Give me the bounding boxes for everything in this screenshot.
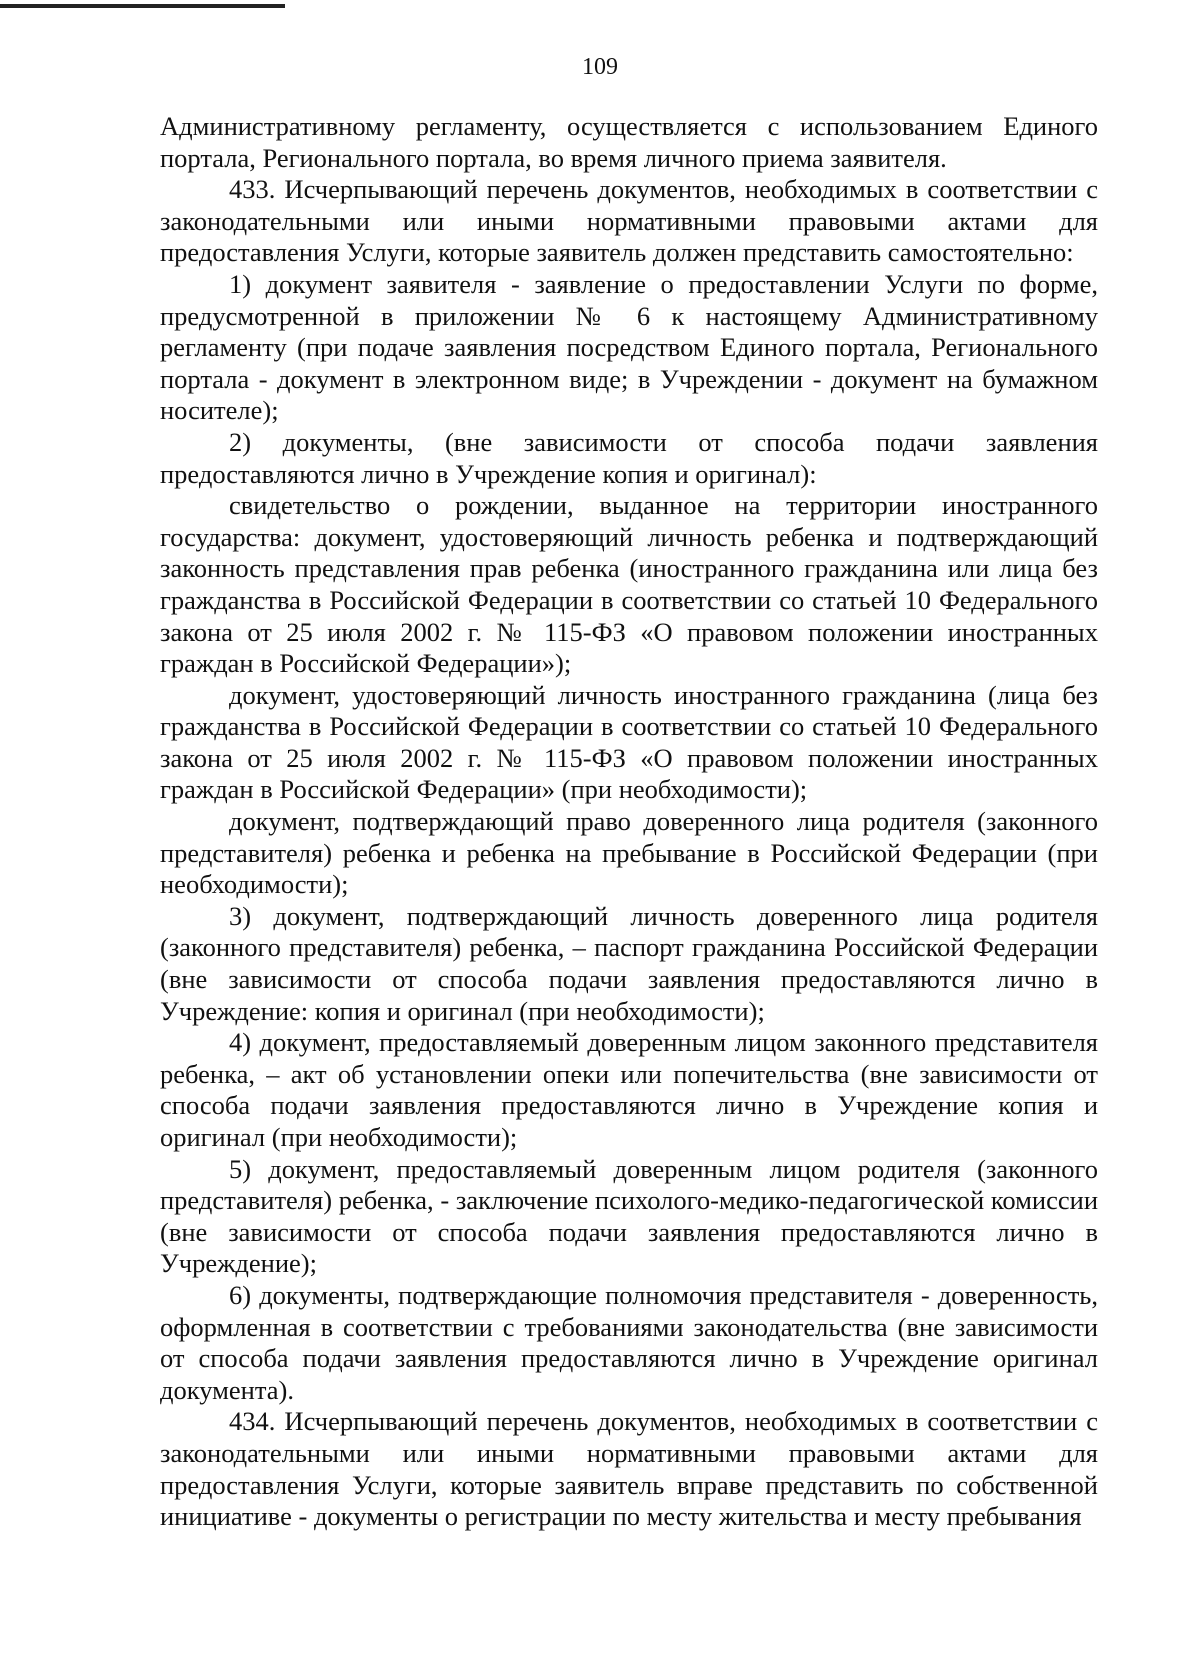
sub-item-birth-certificate: свидетельство о рождении, выданное на территории иностранного государства: документ, удостоверяющий личность ребенка и подтверждающий законность представления прав ребенка (иностранного гражданина или лица без гражданства в Российской Федерации в соответствии со статьей 10 Федерального закона от 25 июля 2002 г. № 115-ФЗ «О правовом положении иностранных граждан в Российской Федерации»); [160,490,1098,679]
document-body [160,111,1098,1533]
list-item-4: 4) документ, предоставляемый доверенным лицом законного представителя ребенка, – акт об установлении опеки или попечительства (вне зависимости от способа подачи заявления предоставляются лично в Учреждение копия и оригинал (при необходимости); [160,1027,1098,1152]
list-item-3: 3) документ, подтверждающий личность доверенного лица родителя (законного представителя) ребенка, – паспорт гражданина Российской Федерации (вне зависимости от способа подачи заявления предоставляются лично в Учреждение: копия и оригинал (при необходимости); [160,900,1098,1026]
list-item-6: 6) документы, подтверждающие полномочия представителя - доверенность, оформленная в соответствии с требованиями законодательства (вне зависимости от способа подачи заявления предоставляются лично в Учреждение оригинал документа). [160,1279,1098,1405]
sub-item-residence-right: документ, подтверждающий право доверенного лица родителя (законного представителя) ребенка и ребенка на пребывание в Российской Федерации (при необходимости); [160,806,1098,900]
paragraph-continuation: Административному регламенту, осуществляется с использованием Единого портала, Регионального портала, во время личного приема заявителя. [160,111,1098,173]
list-item-5: 5) документ, предоставляемый доверенным лицом родителя (законного представителя) ребенка, - заключение психолого-медико-педагогической комиссии (вне зависимости от способа подачи заявления предоставляются лично в Учреждение); [160,1153,1098,1279]
paragraph-434: 434. Исчерпывающий перечень документов, необходимых в соответствии с законодательными или иными нормативными правовыми актами для предоставления Услуги, которые заявитель вправе представить по собственной инициативе - документы о регистрации по месту жительства и месту пребывания [160,1406,1098,1532]
page-number: 109 [582,54,618,80]
paragraph-433: 433. Исчерпывающий перечень документов, необходимых в соответствии с законодательными или иными нормативными правовыми актами для предоставления Услуги, которые заявитель должен представить самостоятельно: [160,174,1098,268]
scan-edge-line [0,4,285,8]
list-item-1: 1) документ заявителя - заявление о предоставлении Услуги по форме, предусмотренной в приложении № 6 к настоящему Административному регламенту (при подаче заявления посредством Единого портала, Регионального портала - документ в электронном виде; в Учреждении - документ на бумажном носителе); [160,268,1098,426]
list-item-2: 2) документы, (вне зависимости от способа подачи заявления предоставляются лично в Учреждение копия и оригинал): [160,426,1098,489]
sub-item-foreign-id: документ, удостоверяющий личность иностранного гражданина (лица без гражданства в Российской Федерации в соответствии со статьей 10 Федерального закона от 25 июля 2002 г. № 115-ФЗ «О правовом положении иностранных граждан в Российской Федерации» (при необходимости); [160,679,1098,805]
